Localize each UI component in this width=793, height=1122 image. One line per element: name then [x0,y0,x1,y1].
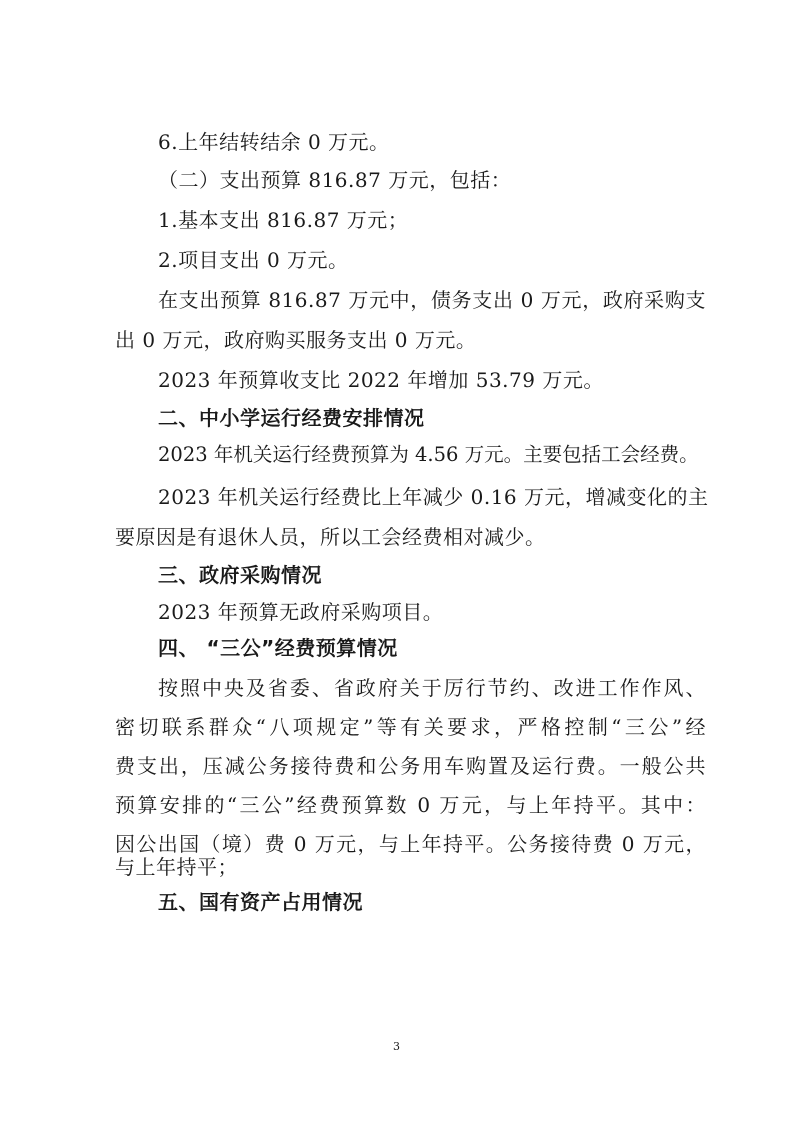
text-line: 2023 年机关运行经费预算为 4.56 万元。主要包括工会经费。 [158,443,699,466]
text-line: 2.项目支出 0 万元。 [158,248,349,272]
text-line: 按照中央及省委、省政府关于厉行节约、改进工作作风、 [158,676,706,700]
text-line: 密切联系群众“八项规定”等有关要求，严格控制“三公”经 [115,715,706,739]
text-line: 与上年持平； [115,855,238,879]
text-line: 出 0 万元，政府购买服务支出 0 万元。 [115,328,477,352]
text-line: 预算安排的“三公”经费预算数 0 万元，与上年持平。其中： [115,793,706,817]
section-heading: 四、 “三公”经费预算情况 [158,636,398,660]
text-line: 因公出国（境）费 0 万元，与上年持平。公务接待费 0 万元， [115,832,706,856]
text-line: （二）支出预算 816.87 万元，包括： [158,168,512,192]
text-line: 1.基本支出 816.87 万元； [158,208,409,232]
text-line: 2023 年预算收支比 2022 年增加 53.79 万元。 [158,368,604,392]
text-line: 2023 年预算无政府采购项目。 [158,600,444,624]
text-line: 要原因是有退休人员，所以工会经费相对减少。 [115,525,546,549]
text-line: 2023 年机关运行经费比上年减少 0.16 万元，增减变化的主 [158,485,709,509]
page-number: 3 [393,1040,400,1053]
section-heading: 五、国有资产占用情况 [158,890,363,914]
text-line: 费支出，压减公务接待费和公务用车购置及运行费。一般公共 [115,754,706,778]
text-line: 6.上年结转结余 0 万元。 [158,130,390,154]
text-line: 在支出预算 816.87 万元中，债务支出 0 万元，政府采购支 [158,288,706,312]
section-heading: 三、政府采购情况 [158,563,322,587]
section-heading: 二、中小学运行经费安排情况 [158,406,425,430]
